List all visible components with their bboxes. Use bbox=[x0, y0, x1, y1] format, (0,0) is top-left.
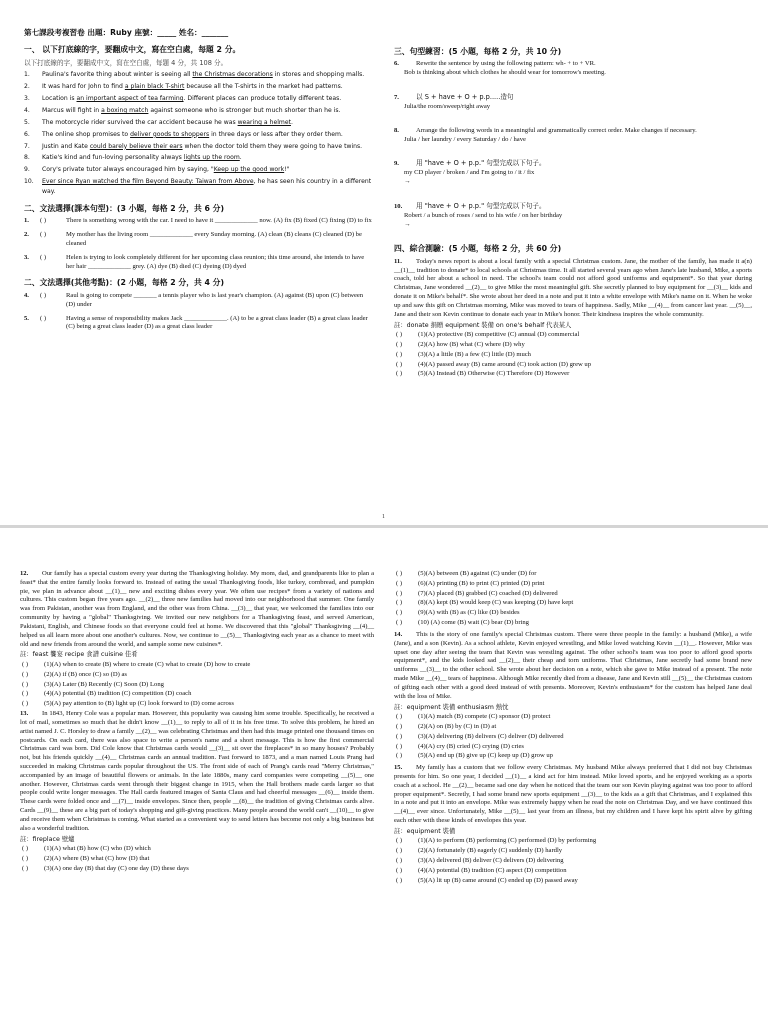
answer-blank[interactable]: ( ) bbox=[396, 857, 403, 865]
vocab-list bbox=[24, 70, 372, 196]
answer-blank[interactable]: ( ) bbox=[40, 253, 47, 261]
question-5: 5. ( ) Having a sense of responsibility makes Jack _____________. (A) to be a great class leader (B) a great class leader (C) being a great class leader (D) as a great class leader bbox=[24, 314, 368, 331]
question-7: 7. 以 S + have + O + p.p.....造句 Julia/the room/sweep/right away bbox=[394, 93, 514, 110]
answer-blank[interactable]: ( ) bbox=[22, 670, 29, 678]
list-item: 1. Paulina's favorite thing about winter is seeing all the Christmas decorations in stores and shopping malls. bbox=[24, 71, 365, 79]
option-row: ( ) (2)(A) on (B) by (C) in (D) at bbox=[396, 722, 497, 730]
option-row: ( ) (5)(A) end up (B) give up (C) keep up (D) grow up bbox=[396, 752, 553, 760]
list-item: 10. Ever since Ryan watched the film Beyond Beauty: Taiwan from Above, he has seen his country in a different way. bbox=[24, 178, 372, 196]
answer-blank[interactable]: ( ) bbox=[396, 722, 403, 730]
answer-blank[interactable]: ( ) bbox=[396, 370, 403, 378]
answer-blank[interactable]: ( ) bbox=[396, 579, 403, 587]
list-item: 7. Justin and Kate could barely believe their ears when the doctor told them they were going to have twins. bbox=[24, 142, 363, 150]
answer-blank[interactable]: ( ) bbox=[396, 350, 403, 358]
underlined-phrase: could barely believe their ears bbox=[89, 142, 183, 150]
section-vocab-heading: 一、 以下打底線的字，要翻成中文，寫在空白處，每題 2 分。 bbox=[24, 45, 241, 55]
vocab-note: 註：equipment 裝備 enthusiasm 熱忱 bbox=[394, 703, 509, 711]
underlined-phrase: the Christmas decorations bbox=[192, 71, 273, 79]
list-item: 5. The motorcycle rider survived the car accident because he was wearing a helmet. bbox=[24, 118, 293, 126]
section-vocab-subheading: 以下打底線的字，要翻成中文，寫在空白處，每題 4 分，共 108 分。 bbox=[24, 58, 228, 67]
option-row: ( ) (6)(A) printing (B) to print (C) printed (D) print bbox=[396, 579, 545, 587]
option-row: ( ) (2)(A) where (B) what (C) how (D) that bbox=[22, 854, 150, 862]
exam-page-2 bbox=[0, 528, 768, 1024]
option-row: ( ) (9)(A) with (B) as (C) like (D) besides bbox=[396, 609, 520, 617]
option-row: ( ) (4)(A) potential (B) tradition (C) aspect (D) competition bbox=[396, 866, 567, 874]
answer-blank[interactable]: ( ) bbox=[396, 331, 403, 339]
question-6: 6. Rewrite the sentence by using the following pattern: wh- + to + VR. Bob is thinking about which clothes he should wear for tomorrow's meeting. bbox=[394, 60, 606, 77]
vocab-note: 註：donate 捐贈 equipment 裝備 on one's behalf 代表某人 bbox=[394, 321, 572, 329]
option-row: ( ) (8)(A) kept (B) would keep (C) was keeping (D) have kept bbox=[396, 599, 574, 607]
vocab-note: 註：feast 饗宴 recipe 食譜 cuisine 佳肴 bbox=[20, 651, 138, 659]
answer-blank[interactable]: ( ) bbox=[40, 231, 47, 239]
list-item: 9. Cory's private tutor always encouraged him by saying, "Keep up the good work!" bbox=[24, 166, 290, 174]
underlined-phrase: a plain black T-shirt bbox=[124, 83, 185, 91]
list-item: 4. Marcus will fight in a boxing match against someone who is stronger but much shorter than he is. bbox=[24, 107, 341, 115]
option-row: ( ) (1)(A) when to create (B) where to create (C) what to create (D) how to create bbox=[22, 660, 251, 668]
answer-blank[interactable]: ( ) bbox=[396, 570, 403, 577]
answer-blank[interactable]: ( ) bbox=[22, 700, 29, 708]
option-row: ( ) (5)(A) between (B) against (C) under (D) for bbox=[396, 570, 537, 577]
option-row: ( ) (2)(A) fortunately (B) eagerly (C) suddenly (D) hardly bbox=[396, 847, 563, 855]
question-13-passage: 13. In 1843, Henry Cole was a popular man. However, this popularity was causing him some trouble. Specifically, he received a lot of mail, sometimes so much that he didn't know __(1)__ to reply to all of it in his free time. To solve this problem, he hired an artist named J. C. Horsley to draw a family __(2)__ was celebrating Christmas and then had this image printed one thousand times on postcards. On each card, there was also space to write a person's name and a short message. This is how the first commercial Christmas card was born. Did Cole know that Christmas cards would __(3)__ sit over the fireplaces* in so many houses? Probably not, but his friends quickly __(4)__ Christmas cards an annual tradition. Fast forward to 1873, and a man named Louis Prang had succeeded in making Christmas cards popular throughout the US. The front side of each of Prang's cards read "Merry Christmas," accompanied by an image of beautiful flowers or animals. In the late 1880s, many card companies were competing __(5)__ one another. However, Christmas cards went through their biggest change in 1915, when the Hall brothers made cards larger so that people could write longer messages. The Hall cards featured images of Santa Claus and had cheerful messages __(6)__ inside them. These cards were folded once and __(7)__ inside envelopes. Since then, people __(8)__ the tradition of giving Christmas cards alive. Cards __(9)__ these are a big part of today's shopping and gift-giving practices. Many people around the world can't __(10)__ to give and receive them when Christmas is coming. What started as a convenient way to send letters has become not only a big business but also a wonderful tradition. bbox=[20, 710, 374, 832]
list-item: 2. It was hard for John to find a plain black T-shirt because all the T-shirts in the market had patterns. bbox=[24, 83, 343, 91]
page1-right-column bbox=[394, 40, 752, 380]
answer-blank[interactable]: ( ) bbox=[22, 660, 29, 668]
option-row: ( ) (4)(A) passed away (B) came around (C) took action (D) grew up bbox=[396, 360, 592, 368]
answer-blank[interactable]: ( ) bbox=[22, 864, 29, 872]
underlined-phrase: lights up the room bbox=[183, 154, 240, 162]
underlined-phrase: a boxing match bbox=[101, 107, 149, 115]
answer-blank[interactable]: ( ) bbox=[396, 847, 403, 855]
option-row: ( ) (3)(A) Later (B) Recently (C) Soon (D) Long bbox=[22, 680, 164, 688]
section-sentence-heading: 三、句型練習：(5 小題，每格 2 分，共 10 分) bbox=[394, 47, 562, 56]
option-row: ( ) (3)(A) delivered (B) deliver (C) delivers (D) delivering bbox=[396, 857, 564, 865]
option-row: ( ) (1)(A) what (B) how (C) who (D) which bbox=[22, 845, 151, 853]
question-12-passage: 12. Our family has a special custom every year during the Thanksgiving holiday. My mom, dad, and grandparents like to plan a feast* that the entire family looks forward to. Instead of eating the usual Thanksgiving foods, like turkey, cornbread, and pumpkin pie, we plan in advance about __(1)__ new and exciting dishes every year. We often use recipes* from a variety of nations and cultures. This custom began five years ago. __(2)__ three new families had moved into our neighborhood that summer. One family was from Pakistan, another was from England, and the other was from China. __(3)__ that year, we welcomed the families into our community by having a "global" Thanksgiving. We invited our new neighbors for a Thanksgiving feast, and served American, Pakistani, English, and Chinese foods so that everyone could feel at home. We discovered that this "global" Thanksgiving __(4)__ helped us all learn more about one another's cultures. Now, we continue to __(5)__ Thanksgiving each year as a chance to meet with old and new friends from around the world, and sample some new cuisines*. bbox=[20, 570, 374, 648]
option-row: ( ) (7)(A) placed (B) grabbed (C) coached (D) delivered bbox=[396, 589, 558, 597]
underlined-phrase: Keep up the good work bbox=[213, 166, 285, 174]
option-row: ( ) (3)(A) delivering (B) delivers (C) deliver (D) delivered bbox=[396, 732, 564, 740]
answer-blank[interactable]: ( ) bbox=[396, 876, 403, 884]
answer-blank[interactable]: ( ) bbox=[396, 752, 403, 760]
answer-blank[interactable]: ( ) bbox=[396, 742, 403, 750]
page-number: 1 bbox=[382, 514, 385, 520]
section-cloze-heading: 四、綜合測驗：(5 小題，每格 2 分，共 60 分) bbox=[394, 244, 562, 254]
option-row: ( ) (10) (A) come (B) wait (C) bear (D) bring bbox=[396, 619, 529, 627]
question-9: 9. 用 "have + O + p.p." 句型完成以下句子。 my CD player / broken / and I'm going to / it / fix → bbox=[394, 159, 546, 186]
underlined-phrase: wearing a helmet bbox=[237, 118, 291, 126]
answer-blank[interactable]: ( ) bbox=[396, 589, 403, 597]
question-4: 4. ( ) Raul is going to compete _______ a tennis player who is last year's champion. (A) against (B) upon (C) between (D) under bbox=[24, 291, 364, 308]
underlined-phrase: deliver goods to shoppers bbox=[130, 130, 210, 138]
option-row: ( ) (1)(A) protective (B) competitive (C) annual (D) commercial bbox=[396, 331, 580, 339]
answer-blank[interactable]: ( ) bbox=[396, 713, 403, 721]
exam-title: 第七課段考複習卷 出題：Ruby 座號：_____ 姓名：_______ bbox=[24, 28, 229, 37]
vocab-note: 註：fireplace 壁爐 bbox=[20, 835, 75, 843]
list-item: 3. Location is an important aspect of tea farming. Different places can produce totally different teas. bbox=[24, 95, 342, 103]
option-row: ( ) (2)(A) if (B) once (C) so (D) as bbox=[22, 670, 127, 678]
answer-blank[interactable]: ( ) bbox=[396, 732, 403, 740]
answer-blank[interactable]: ( ) bbox=[22, 690, 29, 698]
question-11-passage: 11. Today's news report is about a local family with a special Christmas custom. Jane, the mother of the family, has made it a(n) __(1)__ tradition to donate* to local schools at Christmas time. It all started several years ago when Jane's late husband, Mike, a sports coach, told her about a school in need. The school's team could not afford good uniforms and equipment*. So that year during Christmas, Jane wondered __(2)__ to give Mike the most meaningful gift. She secretly planned to buy equipment for __(3)__ kids and donate it on Mike's behalf*. She wrote about her deed in a note and put it into a white envelope with Mike's name on it. When he woke up and saw this gift on Christmas morning, Mike was moved to tears of happiness. Sadly, Mike __(4)__ from cancer last year. __(5)__, Jane and their son Kevin continue to donate each year in Mike's honor. Their kindness inspires the whole community. bbox=[394, 257, 752, 318]
option-row: ( ) (1)(A) to perform (B) performing (C) performed (D) by performing bbox=[396, 837, 597, 845]
question-14-passage: 14. This is the story of one family's special Christmas custom. There were three people in the family: a husband (Mike), a wife (Jane), and a son (Kevin). As a school athlete, Kevin enjoyed wrestling, and Mike loved watching Kevin __(1)__. However, Mike was upset one day after seeing the team that Kevin was wrestling against. The other school's team was too poor to afford good sports equipment*, and the kids looked sad __(2)__ their cheap and torn uniforms. That Christmas, Jane secretly had some brand new uniforms __(3)__ to the other school. She wrote about her decision on a note, which she gave to Mike instead of a present. The note made Mike __(4)__ tears of happiness. Although Mike recently died from a disease, Jane and Kevin still __(5)__ the Christmas custom of gifting each other with a good deed instead of with presents. Moreover, Kevin's enthusiasm* for the custom has helped Jane deal with the loss of Mike. bbox=[394, 630, 752, 700]
vocab-note: 註：equipment 裝備 bbox=[394, 827, 456, 835]
underlined-phrase: Ever since Ryan watched the film Beyond Beauty: Taiwan from Above bbox=[42, 178, 254, 186]
underlined-phrase: an important aspect of tea farming bbox=[76, 95, 184, 103]
question-3: 3. ( ) Helen is trying to look completely different for her upcoming class reunion; this time around, she intends to have her hair _____________ grey. (A) dye (B) died (C) dyeing (D) dyed bbox=[24, 253, 365, 270]
option-row: ( ) (2)(A) how (B) what (C) where (D) why bbox=[396, 340, 525, 348]
answer-blank[interactable]: ( ) bbox=[22, 845, 29, 853]
answer-blank[interactable]: ( ) bbox=[396, 599, 403, 607]
answer-blank[interactable]: ( ) bbox=[40, 291, 47, 299]
section-grammar-other-heading: 二、文法選擇(其他考點)：(2 小題，每格 2 分，共 4 分) bbox=[24, 278, 225, 288]
section-grammar-textbook-heading: 二、文法選擇(課本句型)：(3 小題，每格 2 分，共 6 分) bbox=[24, 203, 225, 213]
option-row: ( ) (1)(A) match (B) compete (C) sponsor (D) protect bbox=[396, 713, 551, 721]
answer-blank[interactable]: ( ) bbox=[396, 837, 403, 845]
list-item: 6. The online shop promises to deliver goods to shoppers in three days or less after they order them. bbox=[24, 130, 343, 138]
option-row: ( ) (5)(A) Instead (B) Otherwise (C) Therefore (D) However bbox=[396, 370, 570, 378]
page2-right-column bbox=[394, 570, 752, 887]
question-10: 10. 用 "have + O + p.p." 句型完成以下句子。 Robert / a bunch of roses / send to his wife / on her birthday → bbox=[394, 201, 563, 228]
answer-blank[interactable]: ( ) bbox=[396, 619, 403, 627]
answer-blank[interactable]: ( ) bbox=[396, 340, 403, 348]
page2-left-column bbox=[20, 570, 374, 875]
answer-blank[interactable]: ( ) bbox=[40, 314, 47, 322]
answer-blank[interactable]: ( ) bbox=[22, 680, 29, 688]
option-row: ( ) (4)(A) cry (B) cried (C) crying (D) cries bbox=[396, 742, 525, 750]
page1-left-column bbox=[24, 28, 372, 337]
answer-blank[interactable]: ( ) bbox=[396, 609, 403, 617]
answer-blank[interactable]: ( ) bbox=[40, 217, 47, 225]
option-row: ( ) (3)(A) one day (B) that day (C) one day (D) these days bbox=[22, 864, 189, 872]
answer-blank[interactable]: ( ) bbox=[396, 866, 403, 874]
question-8: 8. Arrange the following words in a meaningful and grammatically correct order. Make changes if necessary. Julia / her laundry / every Saturday / do / have bbox=[394, 126, 697, 143]
question-2: 2. ( ) My mother has the living room _____________ every Sunday morning. (A) clean (B) cleans (C) cleaned (D) be cleaned bbox=[24, 231, 362, 247]
option-row: ( ) (3)(A) a little (B) a few (C) little (D) much bbox=[396, 350, 531, 358]
list-item: 8. Katie's kind and fun-loving personality always lights up the room. bbox=[24, 154, 242, 162]
question-1: 1. ( ) There is something wrong with the car. I need to have it _____________ now. (A) fix (B) fixed (C) fixing (D) to fix bbox=[24, 217, 372, 225]
answer-blank[interactable]: ( ) bbox=[22, 854, 29, 862]
answer-blank[interactable]: ( ) bbox=[396, 360, 403, 368]
question-15-passage: 15. My family has a custom that we follow every Christmas. My husband Mike always preferred that I did not buy Christmas presents for him. So one year, I decided __(1)__ a kind act for him instead. Mike loved sports, and he enjoyed working as a sports coach at a school. He __(2)__ became sad one day when he noticed that the team our son Kevin playing against was too poor to afford proper equipment*. Secretly, I had some brand new sports equipment __(3)__ to the kids as a gift that Christmas, and I explained this in a note and put it into an envelope. Mike was extremely happy when he read the note on Christmas Day, and we have continued this __(4)__ ever since. Unfortunately, Mike __(5)__ last year from an illness, but my children and I have kept his spirit alive by gifting each other with these kinds of envelopes this year. bbox=[394, 764, 752, 825]
option-row: ( ) (5)(A) lit up (B) came around (C) ended up (D) passed away bbox=[396, 876, 578, 884]
option-row: ( ) (5)(A) pay attention to (B) light up (C) look forward to (D) come across bbox=[22, 700, 234, 708]
option-row: ( ) (4)(A) potential (B) tradition (C) competition (D) coach bbox=[22, 690, 192, 698]
